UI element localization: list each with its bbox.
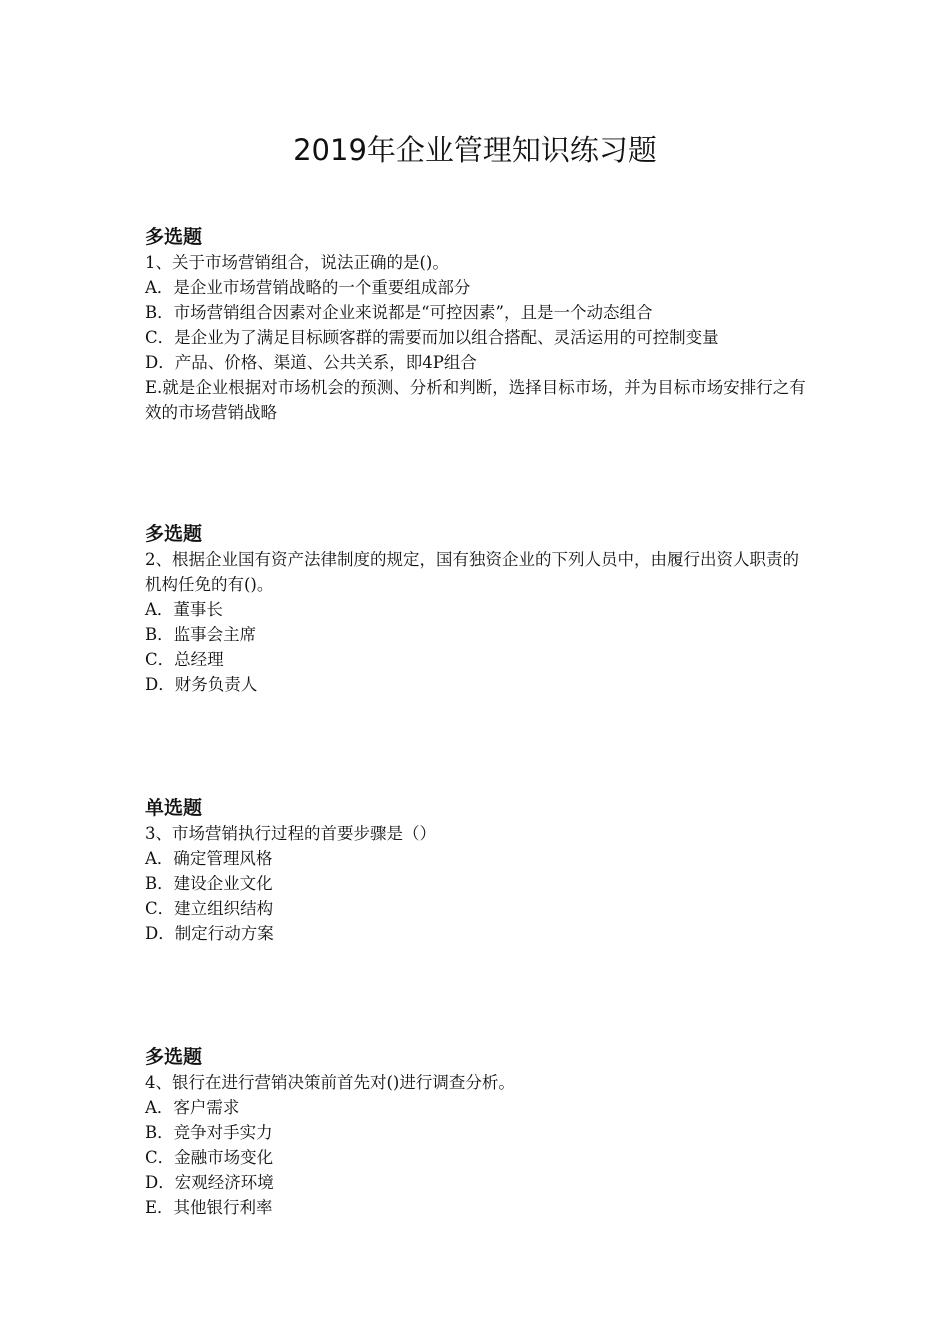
question-type-label: 多选题 bbox=[145, 523, 203, 545]
answer-option: D．财务负责人 bbox=[145, 675, 258, 694]
question-type-label: 多选题 bbox=[145, 1046, 203, 1068]
question-stem: 1、关于市场营销组合，说法正确的是()。 bbox=[145, 253, 449, 272]
question-block bbox=[145, 225, 810, 425]
answer-option: B．市场营销组合因素对企业来说都是“可控因素”，且是一个动态组合 bbox=[145, 303, 653, 322]
answer-option: D．制定行动方案 bbox=[145, 924, 274, 943]
question-type-label: 单选题 bbox=[145, 797, 203, 819]
answer-option: C．金融市场变化 bbox=[145, 1148, 274, 1167]
question-block bbox=[145, 796, 810, 946]
document-title: 2019年企业管理知识练习题 bbox=[293, 133, 657, 167]
answer-option: E.就是企业根据对市场机会的预测、分析和判断，选择目标市场，并为目标市场安排行之有效的市场营销战略 bbox=[145, 378, 806, 422]
answer-option: B．监事会主席 bbox=[145, 625, 257, 644]
answer-option: A．董事长 bbox=[145, 600, 223, 619]
question-stem: 4、银行在进行营销决策前首先对()进行调查分析。 bbox=[145, 1073, 515, 1092]
answer-option: C．建立组织结构 bbox=[145, 899, 274, 918]
answer-option: E．其他银行利率 bbox=[145, 1198, 273, 1217]
answer-option: A．客户需求 bbox=[145, 1098, 240, 1117]
answer-option: D．宏观经济环境 bbox=[145, 1173, 274, 1192]
answer-option: C．总经理 bbox=[145, 650, 224, 669]
question-block bbox=[145, 522, 810, 697]
answer-option: A．是企业市场营销战略的一个重要组成部分 bbox=[145, 278, 471, 297]
answer-option: B．建设企业文化 bbox=[145, 874, 273, 893]
answer-option: D．产品、价格、渠道、公共关系，即4P组合 bbox=[145, 353, 477, 372]
answer-option: A．确定管理风格 bbox=[145, 849, 273, 868]
question-stem: 2、根据企业国有资产法律制度的规定，国有独资企业的下列人员中，由履行出资人职责的机构任免的有()。 bbox=[145, 550, 799, 594]
question-type-label: 多选题 bbox=[145, 226, 203, 248]
question-block bbox=[145, 1045, 810, 1220]
answer-option: B．竞争对手实力 bbox=[145, 1123, 273, 1142]
answer-option: C．是企业为了满足目标顾客群的需要而加以组合搭配、灵活运用的可控制变量 bbox=[145, 328, 719, 347]
question-stem: 3、市场营销执行过程的首要步骤是（） bbox=[145, 824, 436, 843]
